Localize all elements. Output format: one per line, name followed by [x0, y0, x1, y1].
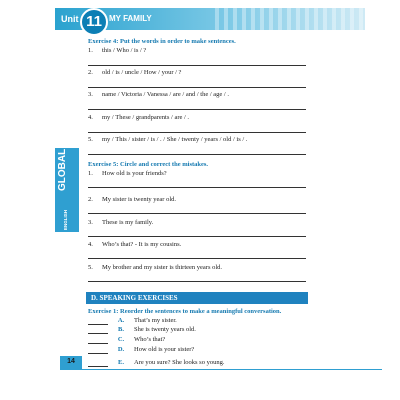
- order-blank[interactable]: [88, 347, 108, 354]
- section-title: D. SPEAKING EXERCISES: [91, 294, 178, 302]
- exercise4-title: Exercise 4: Put the words in order to make sentences.: [88, 38, 236, 45]
- order-blank[interactable]: [88, 337, 108, 344]
- order-blank[interactable]: [88, 360, 108, 367]
- exercise5-item: 4. Who’s that? - It is my cousins.: [88, 241, 182, 248]
- answer-line[interactable]: [88, 65, 306, 66]
- exercise5-item: 1. How old is your friends?: [88, 170, 167, 177]
- order-blank[interactable]: [88, 318, 108, 325]
- exercise5-item: 2. My sister is twenty year old.: [88, 196, 177, 203]
- answer-line[interactable]: [88, 132, 306, 133]
- conversation-line: E. Are you sure? She looks so young.: [88, 359, 224, 367]
- exercise5-item: 3. These is my family.: [88, 219, 154, 226]
- answer-line[interactable]: [88, 187, 306, 188]
- side-tab-subtitle: ENGLISH: [63, 209, 68, 230]
- conversation-line: D. How old is your sister?: [88, 346, 194, 354]
- answer-line[interactable]: [88, 213, 306, 214]
- answer-line[interactable]: [88, 109, 306, 110]
- answer-line[interactable]: [88, 258, 306, 259]
- exercise4-item: 1. this / Who / is / ?: [88, 47, 147, 54]
- conversation-line: A. That’s my sister.: [88, 317, 177, 325]
- skyline-decoration: [215, 8, 365, 30]
- exercise4-item: 2. old / is / uncle / How / your / ?: [88, 69, 182, 76]
- unit-label: Unit: [61, 14, 79, 24]
- answer-line[interactable]: [88, 236, 306, 237]
- conversation-line: C. Who’s that?: [88, 336, 165, 344]
- exercise4-item: 4. my / These / grandparents / are / .: [88, 114, 190, 121]
- conversation-line: B. She is twenty years old.: [88, 326, 196, 334]
- footer-rule: [82, 369, 382, 370]
- answer-line[interactable]: [88, 154, 306, 155]
- exercise5-title: Exercise 5: Circle and correct the mistakes.: [88, 161, 209, 168]
- unit-number-badge: 11: [80, 8, 108, 36]
- speaking-exercise1-title: Exercise 1: Reorder the sentences to make a meaningful conversation.: [88, 308, 282, 315]
- side-tab-title: GLOBAL: [57, 148, 68, 192]
- order-blank[interactable]: [88, 327, 108, 334]
- unit-title: MY FAMILY: [109, 14, 152, 23]
- answer-line[interactable]: [88, 281, 306, 282]
- page-number: 14: [67, 358, 75, 365]
- answer-line[interactable]: [88, 87, 306, 88]
- exercise4-item: 3. name / Victoria / Vanessa / are / and / the / age / .: [88, 91, 229, 98]
- exercise5-item: 5. My brother and my sister is thirteen years old.: [88, 264, 223, 271]
- exercise4-item: 5. my / This / sister / is / . / She / twenty / years / old / is / .: [88, 136, 248, 143]
